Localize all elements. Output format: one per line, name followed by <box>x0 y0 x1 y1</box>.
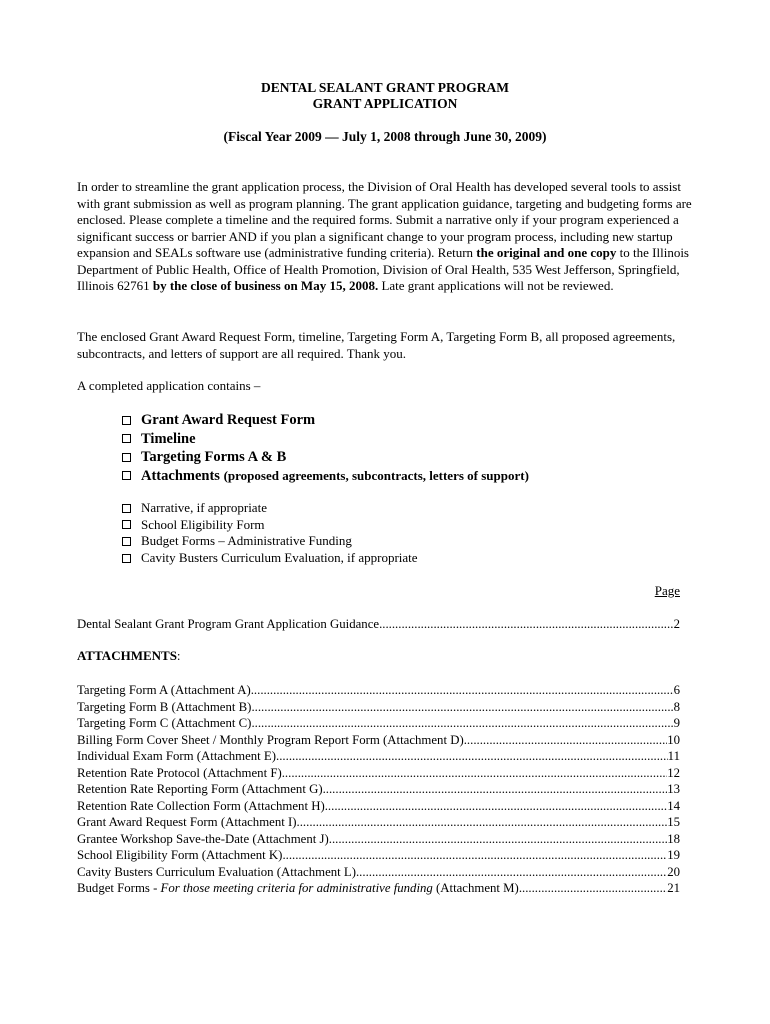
toc-leader <box>356 864 667 881</box>
checkbox[interactable] <box>122 504 131 513</box>
toc-title: Billing Form Cover Sheet / Monthly Program Report Form (Attachment D) <box>77 732 464 747</box>
toc-leader <box>282 847 667 864</box>
checklist-detail: (proposed agreements, subcontracts, letters of support) <box>223 467 529 483</box>
checklist-item <box>122 500 418 517</box>
completed-label: A completed application contains – <box>77 378 261 393</box>
toc-leader <box>282 765 667 782</box>
toc-page-number: 14 <box>667 798 680 813</box>
toc-leader <box>251 715 673 732</box>
checklist-label: Cavity Busters Curriculum Evaluation, if appropriate <box>141 549 418 565</box>
toc-title: Retention Rate Collection Form (Attachment H) <box>77 798 325 813</box>
toc-row[interactable] <box>77 732 680 749</box>
toc-row[interactable] <box>77 831 680 848</box>
toc-title: Targeting Form B (Attachment B) <box>77 699 252 714</box>
checklist-item <box>122 411 529 430</box>
toc-row[interactable] <box>77 847 680 864</box>
checklist-label: Grant Award Request Form <box>141 412 316 428</box>
toc-page-number: 15 <box>667 815 680 829</box>
toc-page-number: 19 <box>667 848 680 862</box>
checkbox[interactable] <box>122 554 131 563</box>
toc-title <box>77 880 519 897</box>
toc-row[interactable] <box>77 864 680 881</box>
checkbox[interactable] <box>122 520 131 529</box>
toc-title: Cavity Busters Curriculum Evaluation (Attachment L) <box>77 864 356 879</box>
toc-leader <box>297 814 668 831</box>
toc-page-number: 8 <box>673 699 680 714</box>
checklist-label: Timeline <box>141 430 196 447</box>
toc-row-guidance[interactable] <box>77 616 680 633</box>
toc-title: Grant Award Request Form (Attachment I) <box>77 815 297 829</box>
toc-page-number: 10 <box>667 732 680 747</box>
checklist-label: Attachments <box>141 467 220 484</box>
toc-title: Individual Exam Form (Attachment E) <box>77 749 277 763</box>
toc-page-number: 21 <box>667 881 680 895</box>
toc-title: Retention Rate Protocol (Attachment F) <box>77 765 282 780</box>
intro-text-2: to the Illinois Department of Public Health, Office of Health Promotion, Division of Oral Health, 535 West Jefferson, Springfield, Illinois 62761 <box>77 245 689 293</box>
toc-budget-prefix: Budget Forms - <box>77 881 161 895</box>
toc-leader <box>519 880 667 897</box>
checklist-required <box>122 411 529 485</box>
toc-row[interactable] <box>77 814 680 831</box>
intro-paragraph <box>77 179 693 295</box>
checklist-label: Budget Forms – Administrative Funding <box>141 533 352 549</box>
toc-row[interactable] <box>77 798 680 815</box>
toc-page-number: 2 <box>673 617 680 631</box>
checkbox[interactable] <box>122 537 131 546</box>
checklist-item <box>122 517 418 534</box>
document-subtitle: GRANT APPLICATION <box>312 96 458 111</box>
checkbox[interactable] <box>122 471 131 480</box>
fiscal-year: (Fiscal Year 2009 — July 1, 2008 through June 30, 2009) <box>223 129 547 144</box>
toc-page-number: 18 <box>667 831 680 846</box>
checkbox[interactable] <box>122 416 131 425</box>
intro-text-1: In order to streamline the grant application process, the Division of Oral Health has developed several tools to assist with grant submission as well as program planning. The grant application guidance, targeting and budgeting forms are enclosed. Please complete a timeline and the required forms. Submit a narrative only if your program experienced a significant success or barrier AND if you plan a significant change to your program process, including new startup expansion and SEALs software use (administrative funding criteria). Return <box>77 179 692 260</box>
intro-text-3: Late grant applications will not be reviewed. <box>378 278 614 293</box>
intro-bold-2: by the close of business on May 15, 2008. <box>152 278 379 293</box>
toc-title: Grantee Workshop Save-the-Date (Attachment J) <box>77 831 329 846</box>
toc-title: School Eligibility Form (Attachment K) <box>77 848 283 862</box>
checklist-item <box>122 467 529 486</box>
toc-page-number: 13 <box>667 782 680 796</box>
toc-title: Dental Sealant Grant Program Grant Application Guidance <box>77 617 380 631</box>
toc-leader <box>276 748 668 765</box>
toc-budget-italic: For those meeting criteria for administrative funding <box>160 881 433 895</box>
toc-page-number: 6 <box>673 683 680 697</box>
toc-leader <box>379 616 674 633</box>
toc-leader <box>464 732 667 749</box>
toc-leader <box>251 699 673 716</box>
required-paragraph: The enclosed Grant Award Request Form, timeline, Targeting Form A, Targeting Form B, all proposed agreements, subcontracts, and letters of support are all required. Thank you. <box>77 329 676 361</box>
checklist-label: School Eligibility Form <box>141 516 265 532</box>
toc-page-heading: Page <box>654 583 680 598</box>
checklist-label: Targeting Forms A & B <box>141 449 287 465</box>
toc-page-number: 11 <box>667 749 680 763</box>
toc-row[interactable] <box>77 781 680 798</box>
toc-page-number: 20 <box>667 864 680 879</box>
toc-row[interactable] <box>77 699 680 716</box>
attachments-heading-colon: : <box>176 648 181 663</box>
toc-page-number: 12 <box>667 765 680 780</box>
checklist-item <box>122 448 529 467</box>
toc-leader <box>323 781 668 798</box>
checklist-item <box>122 533 418 550</box>
toc-title: Targeting Form A (Attachment A) <box>77 683 251 697</box>
checklist-optional <box>122 500 418 566</box>
attachments-heading <box>77 648 181 664</box>
toc-row[interactable] <box>77 682 680 699</box>
toc-page-number: 9 <box>673 716 680 730</box>
toc-row[interactable] <box>77 748 680 765</box>
toc-row[interactable] <box>77 765 680 782</box>
document-title: DENTAL SEALANT GRANT PROGRAM <box>261 80 509 95</box>
intro-bold-1: the original and one copy <box>476 245 617 260</box>
checklist-label: Narrative, if appropriate <box>141 500 267 515</box>
toc-leader <box>251 682 674 699</box>
toc-leader <box>329 831 667 848</box>
checkbox[interactable] <box>122 434 131 443</box>
toc-leader <box>325 798 667 815</box>
toc-title: Targeting Form C (Attachment C) <box>77 716 252 730</box>
attachments-heading-text: ATTACHMENTS <box>77 648 177 663</box>
toc-row[interactable] <box>77 715 680 732</box>
toc-budget-suffix: (Attachment M) <box>432 881 519 895</box>
checklist-item <box>122 430 529 449</box>
checklist-item <box>122 550 418 567</box>
toc-row-budget[interactable] <box>77 880 680 897</box>
checkbox[interactable] <box>122 453 131 462</box>
toc-title: Retention Rate Reporting Form (Attachment G) <box>77 782 323 796</box>
